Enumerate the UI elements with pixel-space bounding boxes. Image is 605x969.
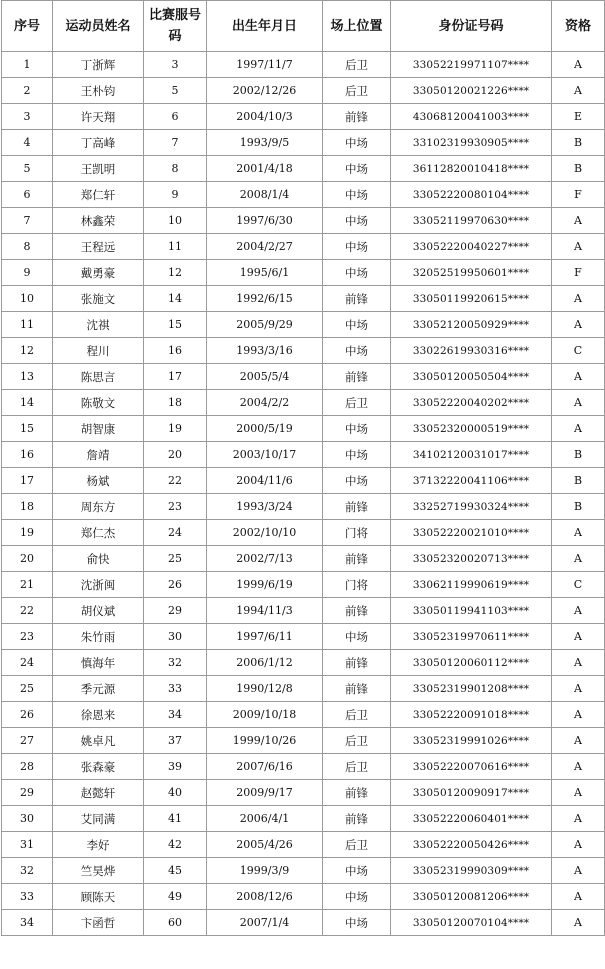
cell-birth-date: 2005/9/29 <box>207 312 323 338</box>
header-birth-date: 出生年月日 <box>207 1 323 52</box>
cell-athlete-name: 王程远 <box>53 234 144 260</box>
cell-birth-date: 2008/12/6 <box>207 884 323 910</box>
cell-id-number: 33052220080104**** <box>391 182 552 208</box>
cell-athlete-name: 陈思言 <box>53 364 144 390</box>
cell-id-number: 33102319930905**** <box>391 130 552 156</box>
cell-jersey-number: 17 <box>144 364 207 390</box>
cell-athlete-name: 詹靖 <box>53 442 144 468</box>
header-index: 序号 <box>2 1 53 52</box>
cell-eligibility: A <box>552 520 605 546</box>
cell-index: 31 <box>2 832 53 858</box>
table-row <box>2 624 605 650</box>
cell-birth-date: 1997/6/11 <box>207 624 323 650</box>
cell-birth-date: 2006/1/12 <box>207 650 323 676</box>
cell-birth-date: 1993/3/16 <box>207 338 323 364</box>
cell-jersey-number: 29 <box>144 598 207 624</box>
cell-birth-date: 2001/4/18 <box>207 156 323 182</box>
cell-athlete-name: 卞函哲 <box>53 910 144 936</box>
table-row <box>2 390 605 416</box>
table-row <box>2 234 605 260</box>
cell-jersey-number: 6 <box>144 104 207 130</box>
cell-jersey-number: 19 <box>144 416 207 442</box>
cell-athlete-name: 徐恩来 <box>53 702 144 728</box>
cell-id-number: 33052319991026**** <box>391 728 552 754</box>
table-row <box>2 806 605 832</box>
cell-birth-date: 2004/11/6 <box>207 468 323 494</box>
cell-index: 23 <box>2 624 53 650</box>
cell-athlete-name: 丁浙辉 <box>53 52 144 78</box>
table-row <box>2 858 605 884</box>
cell-athlete-name: 姚卓凡 <box>53 728 144 754</box>
cell-field-position: 前锋 <box>323 598 391 624</box>
cell-field-position: 前锋 <box>323 676 391 702</box>
table-row <box>2 598 605 624</box>
cell-field-position: 中场 <box>323 260 391 286</box>
cell-index: 8 <box>2 234 53 260</box>
cell-field-position: 中场 <box>323 416 391 442</box>
cell-jersey-number: 10 <box>144 208 207 234</box>
cell-eligibility: A <box>552 884 605 910</box>
cell-jersey-number: 60 <box>144 910 207 936</box>
cell-id-number: 33022619930316**** <box>391 338 552 364</box>
cell-jersey-number: 5 <box>144 78 207 104</box>
cell-id-number: 33050120070104**** <box>391 910 552 936</box>
cell-jersey-number: 26 <box>144 572 207 598</box>
cell-field-position: 后卫 <box>323 754 391 780</box>
cell-jersey-number: 7 <box>144 130 207 156</box>
cell-jersey-number: 42 <box>144 832 207 858</box>
cell-birth-date: 2006/4/1 <box>207 806 323 832</box>
cell-eligibility: A <box>552 806 605 832</box>
cell-athlete-name: 艾同满 <box>53 806 144 832</box>
table-row <box>2 208 605 234</box>
cell-id-number: 33050120050504**** <box>391 364 552 390</box>
cell-jersey-number: 8 <box>144 156 207 182</box>
cell-index: 2 <box>2 78 53 104</box>
cell-jersey-number: 34 <box>144 702 207 728</box>
cell-index: 15 <box>2 416 53 442</box>
cell-field-position: 中场 <box>323 468 391 494</box>
cell-id-number: 36112820010418**** <box>391 156 552 182</box>
cell-index: 30 <box>2 806 53 832</box>
cell-field-position: 中场 <box>323 442 391 468</box>
cell-id-number: 33052220060401**** <box>391 806 552 832</box>
cell-eligibility: C <box>552 338 605 364</box>
cell-eligibility: A <box>552 728 605 754</box>
cell-id-number: 33052320000519**** <box>391 416 552 442</box>
cell-athlete-name: 胡仪斌 <box>53 598 144 624</box>
cell-jersey-number: 40 <box>144 780 207 806</box>
table-row <box>2 312 605 338</box>
cell-id-number: 33052220070616**** <box>391 754 552 780</box>
cell-index: 17 <box>2 468 53 494</box>
table-row <box>2 780 605 806</box>
cell-birth-date: 1997/11/7 <box>207 52 323 78</box>
cell-athlete-name: 陈敬文 <box>53 390 144 416</box>
cell-id-number: 33052220091018**** <box>391 702 552 728</box>
cell-index: 34 <box>2 910 53 936</box>
table-row <box>2 104 605 130</box>
cell-id-number: 33050120060112**** <box>391 650 552 676</box>
cell-jersey-number: 41 <box>144 806 207 832</box>
cell-jersey-number: 22 <box>144 468 207 494</box>
cell-birth-date: 2005/4/26 <box>207 832 323 858</box>
cell-birth-date: 1999/10/26 <box>207 728 323 754</box>
header-field-position: 场上位置 <box>323 1 391 52</box>
cell-field-position: 后卫 <box>323 52 391 78</box>
header-eligibility: 资格 <box>552 1 605 52</box>
cell-index: 24 <box>2 650 53 676</box>
cell-eligibility: A <box>552 910 605 936</box>
cell-index: 16 <box>2 442 53 468</box>
cell-jersey-number: 14 <box>144 286 207 312</box>
cell-field-position: 中场 <box>323 858 391 884</box>
cell-athlete-name: 杨斌 <box>53 468 144 494</box>
cell-field-position: 中场 <box>323 312 391 338</box>
cell-athlete-name: 沈祺 <box>53 312 144 338</box>
cell-index: 18 <box>2 494 53 520</box>
cell-eligibility: A <box>552 208 605 234</box>
cell-field-position: 后卫 <box>323 78 391 104</box>
cell-field-position: 门将 <box>323 572 391 598</box>
cell-birth-date: 1995/6/1 <box>207 260 323 286</box>
cell-id-number: 33052220050426**** <box>391 832 552 858</box>
table-row <box>2 910 605 936</box>
table-row <box>2 338 605 364</box>
cell-field-position: 中场 <box>323 910 391 936</box>
cell-athlete-name: 李好 <box>53 832 144 858</box>
cell-eligibility: A <box>552 390 605 416</box>
cell-eligibility: A <box>552 546 605 572</box>
cell-birth-date: 2002/7/13 <box>207 546 323 572</box>
cell-field-position: 前锋 <box>323 494 391 520</box>
cell-athlete-name: 慎海年 <box>53 650 144 676</box>
cell-index: 33 <box>2 884 53 910</box>
cell-birth-date: 1993/9/5 <box>207 130 323 156</box>
cell-eligibility: B <box>552 468 605 494</box>
cell-athlete-name: 季元源 <box>53 676 144 702</box>
cell-eligibility: A <box>552 624 605 650</box>
cell-id-number: 33062119990619**** <box>391 572 552 598</box>
table-row <box>2 156 605 182</box>
cell-eligibility: B <box>552 442 605 468</box>
cell-eligibility: A <box>552 312 605 338</box>
cell-eligibility: A <box>552 858 605 884</box>
cell-jersey-number: 24 <box>144 520 207 546</box>
header-jersey-number: 比赛服号码 <box>144 1 207 52</box>
cell-eligibility: B <box>552 130 605 156</box>
cell-eligibility: B <box>552 494 605 520</box>
table-row <box>2 442 605 468</box>
cell-field-position: 中场 <box>323 338 391 364</box>
cell-athlete-name: 俞快 <box>53 546 144 572</box>
cell-eligibility: A <box>552 286 605 312</box>
cell-eligibility: A <box>552 832 605 858</box>
cell-athlete-name: 程川 <box>53 338 144 364</box>
cell-index: 7 <box>2 208 53 234</box>
cell-athlete-name: 周东方 <box>53 494 144 520</box>
cell-id-number: 33052319990309**** <box>391 858 552 884</box>
cell-field-position: 中场 <box>323 130 391 156</box>
cell-birth-date: 2003/10/17 <box>207 442 323 468</box>
table-row <box>2 832 605 858</box>
cell-index: 21 <box>2 572 53 598</box>
cell-id-number: 33050120090917**** <box>391 780 552 806</box>
cell-athlete-name: 沈浙闽 <box>53 572 144 598</box>
cell-id-number: 33052220040202**** <box>391 390 552 416</box>
cell-id-number: 33052120050929**** <box>391 312 552 338</box>
cell-eligibility: A <box>552 650 605 676</box>
cell-athlete-name: 竺昊烨 <box>53 858 144 884</box>
cell-jersey-number: 45 <box>144 858 207 884</box>
cell-id-number: 33052119970630**** <box>391 208 552 234</box>
roster-table <box>1 0 605 936</box>
cell-field-position: 中场 <box>323 624 391 650</box>
cell-eligibility: A <box>552 234 605 260</box>
cell-field-position: 后卫 <box>323 728 391 754</box>
table-row <box>2 364 605 390</box>
cell-birth-date: 2002/10/10 <box>207 520 323 546</box>
cell-birth-date: 2007/1/4 <box>207 910 323 936</box>
table-row <box>2 468 605 494</box>
cell-index: 10 <box>2 286 53 312</box>
cell-athlete-name: 王朴钧 <box>53 78 144 104</box>
cell-birth-date: 2009/9/17 <box>207 780 323 806</box>
cell-index: 28 <box>2 754 53 780</box>
cell-index: 27 <box>2 728 53 754</box>
cell-jersey-number: 3 <box>144 52 207 78</box>
table-row <box>2 78 605 104</box>
cell-id-number: 34102120031017**** <box>391 442 552 468</box>
cell-eligibility: B <box>552 156 605 182</box>
cell-jersey-number: 20 <box>144 442 207 468</box>
cell-birth-date: 1999/6/19 <box>207 572 323 598</box>
cell-jersey-number: 39 <box>144 754 207 780</box>
table-row <box>2 884 605 910</box>
cell-eligibility: F <box>552 260 605 286</box>
cell-jersey-number: 9 <box>144 182 207 208</box>
cell-eligibility: F <box>552 182 605 208</box>
table-row <box>2 754 605 780</box>
cell-id-number: 33050119920615**** <box>391 286 552 312</box>
cell-jersey-number: 49 <box>144 884 207 910</box>
cell-birth-date: 1990/12/8 <box>207 676 323 702</box>
cell-athlete-name: 张森豪 <box>53 754 144 780</box>
cell-index: 3 <box>2 104 53 130</box>
cell-index: 6 <box>2 182 53 208</box>
cell-id-number: 43068120041003**** <box>391 104 552 130</box>
cell-athlete-name: 许天翔 <box>53 104 144 130</box>
header-row <box>2 1 605 52</box>
table-row <box>2 728 605 754</box>
cell-id-number: 33052320020713**** <box>391 546 552 572</box>
table-row <box>2 546 605 572</box>
cell-birth-date: 2009/10/18 <box>207 702 323 728</box>
cell-index: 26 <box>2 702 53 728</box>
cell-birth-date: 1999/3/9 <box>207 858 323 884</box>
cell-athlete-name: 王凯明 <box>53 156 144 182</box>
cell-index: 14 <box>2 390 53 416</box>
cell-field-position: 后卫 <box>323 832 391 858</box>
cell-field-position: 前锋 <box>323 546 391 572</box>
cell-eligibility: A <box>552 676 605 702</box>
cell-eligibility: C <box>552 572 605 598</box>
cell-athlete-name: 郑仁杰 <box>53 520 144 546</box>
cell-index: 11 <box>2 312 53 338</box>
table-row <box>2 416 605 442</box>
cell-athlete-name: 丁高峰 <box>53 130 144 156</box>
cell-field-position: 中场 <box>323 156 391 182</box>
cell-field-position: 后卫 <box>323 702 391 728</box>
cell-id-number: 32052519950601**** <box>391 260 552 286</box>
table-row <box>2 52 605 78</box>
cell-index: 20 <box>2 546 53 572</box>
cell-field-position: 前锋 <box>323 104 391 130</box>
cell-id-number: 33050119941103**** <box>391 598 552 624</box>
cell-jersey-number: 18 <box>144 390 207 416</box>
cell-field-position: 中场 <box>323 884 391 910</box>
cell-index: 19 <box>2 520 53 546</box>
cell-eligibility: A <box>552 78 605 104</box>
cell-id-number: 33052319970611**** <box>391 624 552 650</box>
cell-jersey-number: 37 <box>144 728 207 754</box>
cell-birth-date: 2002/12/26 <box>207 78 323 104</box>
cell-field-position: 中场 <box>323 182 391 208</box>
cell-field-position: 前锋 <box>323 286 391 312</box>
cell-eligibility: A <box>552 598 605 624</box>
cell-field-position: 中场 <box>323 234 391 260</box>
cell-eligibility: A <box>552 364 605 390</box>
table-row <box>2 260 605 286</box>
cell-jersey-number: 15 <box>144 312 207 338</box>
cell-birth-date: 2004/2/27 <box>207 234 323 260</box>
cell-jersey-number: 25 <box>144 546 207 572</box>
cell-eligibility: A <box>552 416 605 442</box>
cell-birth-date: 2005/5/4 <box>207 364 323 390</box>
table-row <box>2 520 605 546</box>
cell-index: 5 <box>2 156 53 182</box>
cell-eligibility: A <box>552 780 605 806</box>
header-athlete-name: 运动员姓名 <box>53 1 144 52</box>
cell-athlete-name: 朱竹雨 <box>53 624 144 650</box>
cell-index: 13 <box>2 364 53 390</box>
cell-birth-date: 2004/10/3 <box>207 104 323 130</box>
cell-field-position: 前锋 <box>323 650 391 676</box>
cell-field-position: 前锋 <box>323 806 391 832</box>
cell-index: 1 <box>2 52 53 78</box>
cell-athlete-name: 张施文 <box>53 286 144 312</box>
cell-id-number: 33052220040227**** <box>391 234 552 260</box>
cell-athlete-name: 郑仁轩 <box>53 182 144 208</box>
cell-id-number: 33050120081206**** <box>391 884 552 910</box>
cell-athlete-name: 林鑫荣 <box>53 208 144 234</box>
cell-index: 29 <box>2 780 53 806</box>
cell-birth-date: 2007/6/16 <box>207 754 323 780</box>
cell-field-position: 门将 <box>323 520 391 546</box>
cell-index: 4 <box>2 130 53 156</box>
cell-birth-date: 2004/2/2 <box>207 390 323 416</box>
cell-athlete-name: 赵懿轩 <box>53 780 144 806</box>
cell-field-position: 前锋 <box>323 780 391 806</box>
cell-athlete-name: 胡智康 <box>53 416 144 442</box>
cell-athlete-name: 戴勇豪 <box>53 260 144 286</box>
cell-jersey-number: 32 <box>144 650 207 676</box>
cell-id-number: 37132220041106**** <box>391 468 552 494</box>
table-row <box>2 702 605 728</box>
cell-jersey-number: 12 <box>144 260 207 286</box>
table-row <box>2 494 605 520</box>
table-row <box>2 676 605 702</box>
cell-birth-date: 1993/3/24 <box>207 494 323 520</box>
cell-id-number: 33052219971107**** <box>391 52 552 78</box>
cell-field-position: 前锋 <box>323 364 391 390</box>
cell-index: 12 <box>2 338 53 364</box>
cell-id-number: 33052319901208**** <box>391 676 552 702</box>
cell-eligibility: A <box>552 702 605 728</box>
cell-athlete-name: 顾陈天 <box>53 884 144 910</box>
cell-eligibility: E <box>552 104 605 130</box>
table-row <box>2 286 605 312</box>
table-row <box>2 130 605 156</box>
cell-birth-date: 1997/6/30 <box>207 208 323 234</box>
cell-id-number: 33052220021010**** <box>391 520 552 546</box>
cell-index: 32 <box>2 858 53 884</box>
cell-id-number: 33050120021226**** <box>391 78 552 104</box>
cell-birth-date: 2000/5/19 <box>207 416 323 442</box>
cell-birth-date: 1994/11/3 <box>207 598 323 624</box>
cell-jersey-number: 23 <box>144 494 207 520</box>
cell-field-position: 后卫 <box>323 390 391 416</box>
cell-index: 25 <box>2 676 53 702</box>
cell-index: 22 <box>2 598 53 624</box>
table-row <box>2 572 605 598</box>
cell-jersey-number: 33 <box>144 676 207 702</box>
cell-eligibility: A <box>552 754 605 780</box>
table-row <box>2 182 605 208</box>
cell-field-position: 中场 <box>323 208 391 234</box>
cell-jersey-number: 30 <box>144 624 207 650</box>
header-id-number: 身份证号码 <box>391 1 552 52</box>
cell-jersey-number: 11 <box>144 234 207 260</box>
cell-id-number: 33252719930324**** <box>391 494 552 520</box>
cell-index: 9 <box>2 260 53 286</box>
cell-jersey-number: 16 <box>144 338 207 364</box>
cell-birth-date: 1992/6/15 <box>207 286 323 312</box>
cell-eligibility: A <box>552 52 605 78</box>
cell-birth-date: 2008/1/4 <box>207 182 323 208</box>
table-row <box>2 650 605 676</box>
